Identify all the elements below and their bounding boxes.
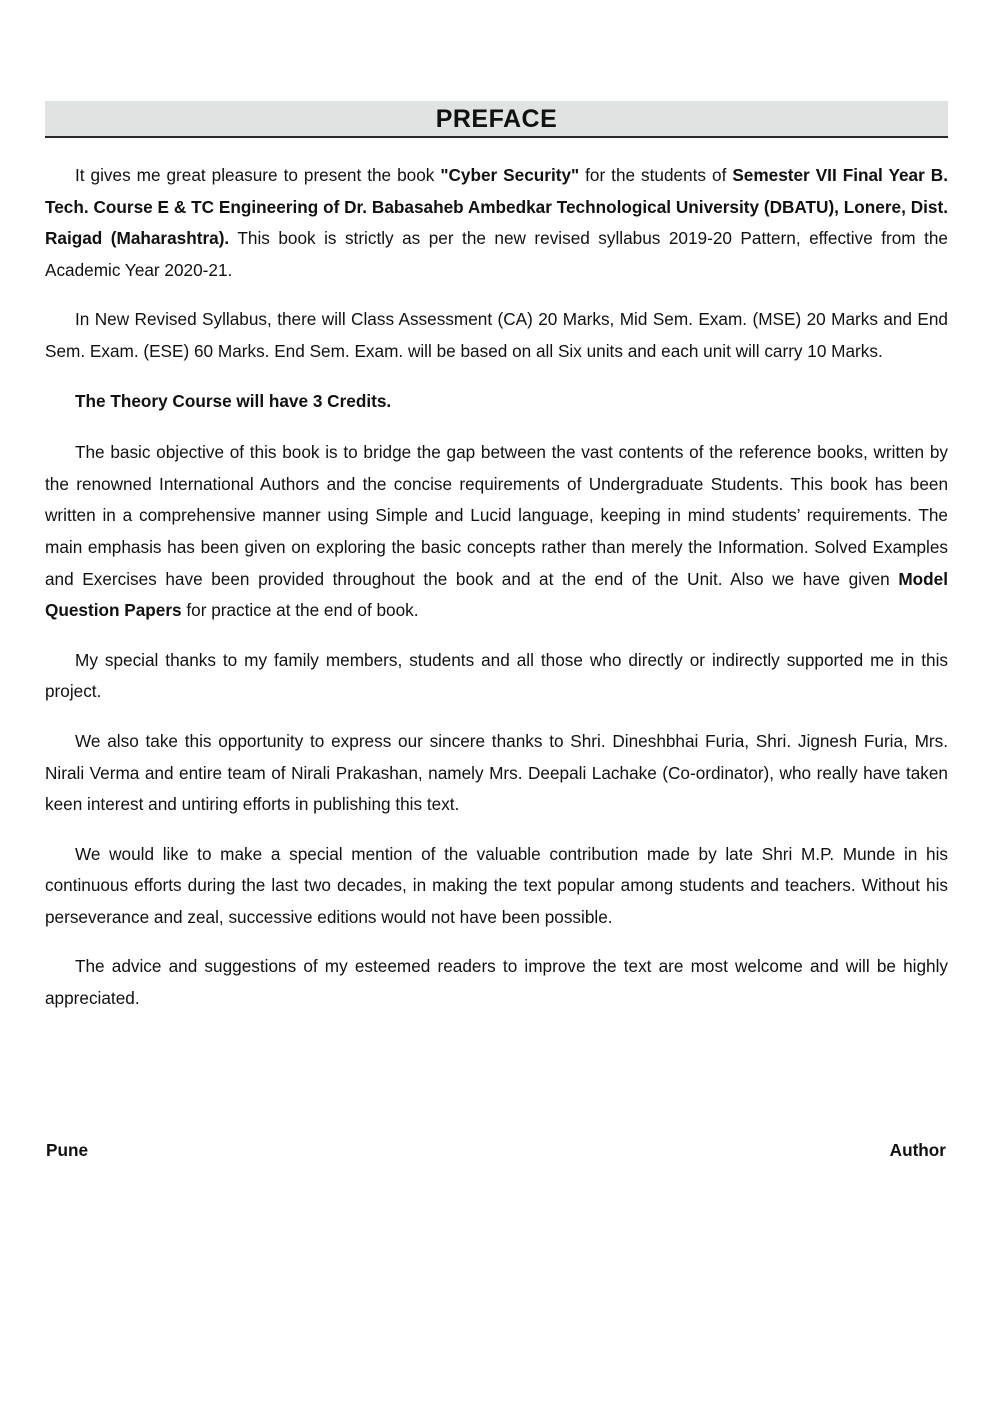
text-segment: We would like to make a special mention of the valuable contribution made by late Shri M.P. Munde in his continuous efforts during the last two decades, in making the text popular among students and teachers. Without his perseverance and zeal, successive editions would not have been possible. bbox=[45, 843, 948, 927]
text-segment: In New Revised Syllabus, there will Class Assessment (CA) 20 Marks, Mid Sem. Exam. (MSE) 20 Marks and End Sem. Exam. (ESE) 60 Marks. End Sem. Exam. will be based on all Six units and each unit will carry 10 Marks. bbox=[45, 309, 948, 361]
text-segment: The basic objective of this book is to bridge the gap between the vast contents of the reference books, written by the renowned International Authors and the concise requirements of Undergraduate Students. This book has been written in a comprehensive manner using Simple and Lucid language, keeping in mind students’ requirements. The main emphasis has been given on exploring the basic concepts rather than merely the Information. Solved Examples and Exercises have been provided throughout the book and at the end of the Unit. Also we have given bbox=[45, 442, 948, 589]
page-title: PREFACE bbox=[435, 105, 558, 133]
text-segment: We also take this opportunity to express our sincere thanks to Shri. Dineshbhai Furia, Shri. Jignesh Furia, Mrs. Nirali Verma and entire team of Nirali Prakashan, namely Mrs. Deepali Lachake (Co-ordinator), who really have taken keen interest and untiring efforts in publishing this text. bbox=[45, 730, 948, 815]
paragraph-objective bbox=[45, 437, 948, 627]
text-segment: The advice and suggestions of my esteemed readers to improve the text are most welcome and will be highly appreciated. bbox=[45, 956, 948, 1009]
paragraph-intro bbox=[45, 160, 948, 286]
preface-page bbox=[45, 101, 948, 1033]
text-segment: for the students of bbox=[579, 165, 733, 185]
paragraph-syllabus bbox=[45, 304, 948, 367]
text-segment: It gives me great pleasure to present the book bbox=[75, 165, 441, 185]
credits-note: The Theory Course will have 3 Credits. bbox=[75, 390, 392, 411]
text-segment: This book is strictly as per the new revised syllabus 2019-20 Pattern, effective from the Academic Year 2020-21. bbox=[45, 228, 948, 280]
signature-row bbox=[46, 1140, 946, 1161]
text-segment: for practice at the end of book. bbox=[181, 600, 419, 621]
text-segment: My special thanks to my family members, students and all those who directly or indirectly supported me in this project. bbox=[45, 649, 948, 702]
book-title: "Cyber Security" bbox=[440, 165, 580, 185]
paragraph-thanks-family bbox=[45, 645, 948, 708]
signature-place: Pune bbox=[46, 1140, 89, 1160]
signature-author: Author bbox=[889, 1140, 946, 1160]
paragraph-advice bbox=[45, 951, 948, 1014]
paragraph-mention bbox=[45, 839, 948, 934]
paragraph-credits bbox=[45, 386, 948, 418]
course-details: Semester VII Final Year B. Tech. Course E & TC Engineering of Dr. Babasaheb Ambedkar Technological University (DBATU), Lonere, Dist. Raigad (Maharashtra). bbox=[45, 165, 948, 249]
preface-body bbox=[45, 160, 948, 1015]
title-bar bbox=[45, 101, 948, 138]
model-papers-highlight: Model Question Papers bbox=[45, 568, 948, 621]
paragraph-thanks-publisher bbox=[45, 726, 948, 821]
